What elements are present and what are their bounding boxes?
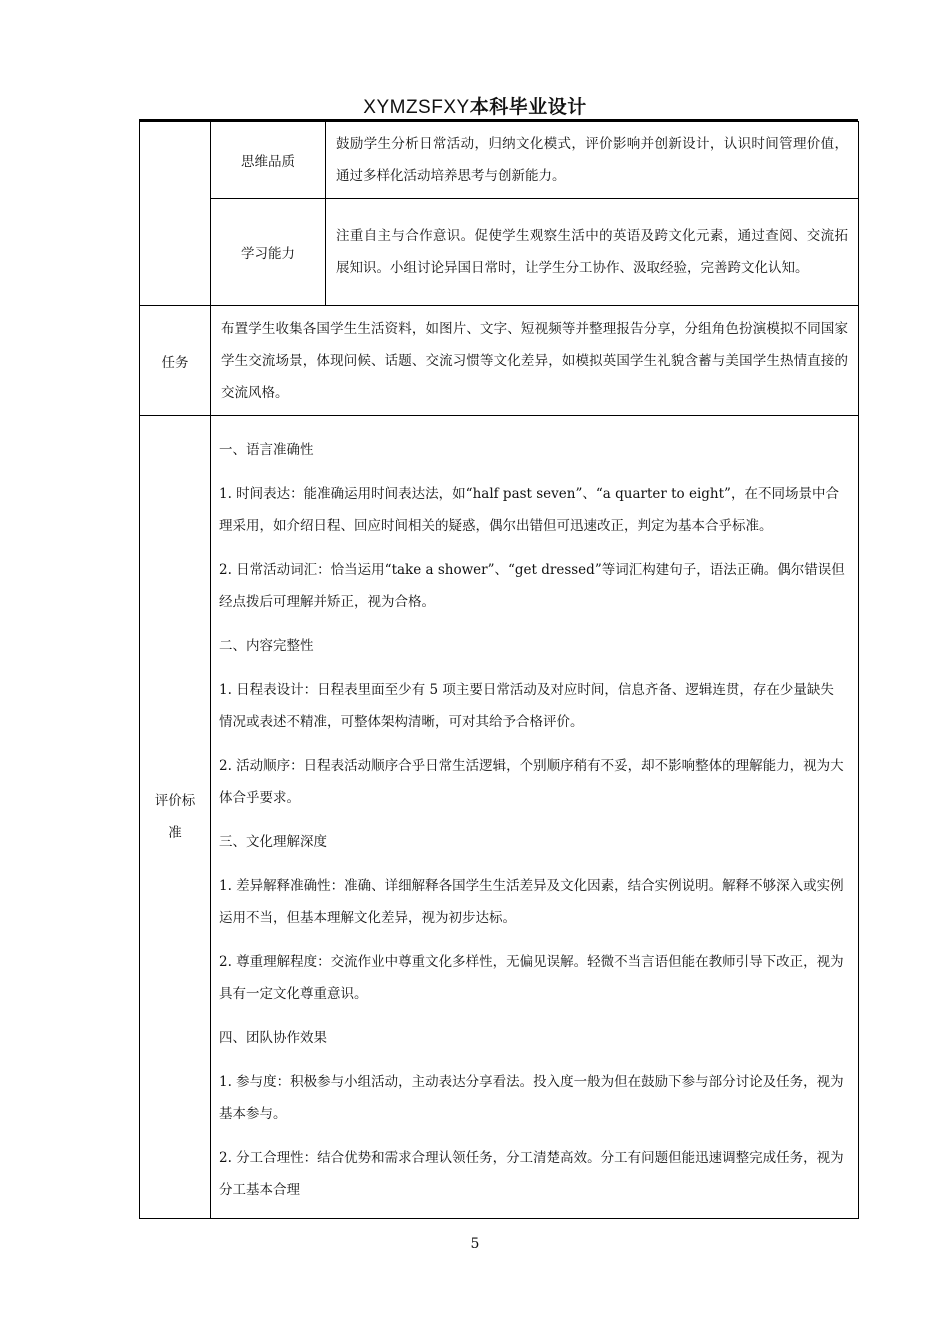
criteria-item: 2. 日常活动词汇：恰当运用“take a shower”、“get dressed”等词汇构建句子，语法正确。偶尔错误但经点拨后可理解并矫正，视为合格。 — [219, 562, 845, 610]
table-row-learning — [140, 199, 859, 306]
criteria-item: 1. 参与度：积极参与小组活动，主动表达分享看法。投入度一般为但在鼓励下参与部分讨论及任务，视为基本参与。 — [219, 1074, 844, 1122]
criteria-item: 2. 尊重理解程度：交流作业中尊重文化多样性，无偏见误解。轻微不当言语但能在教师引导下改正，视为具有一定文化尊重意识。 — [219, 954, 844, 1002]
thinking-label: 思维品质 — [211, 122, 326, 199]
table-row-criteria — [140, 416, 859, 1219]
learning-text: 注重自主与合作意识。促使学生观察生活中的英语及跨文化元素，通过查阅、交流拓展知识。小组讨论异国日常时，让学生分工协作、汲取经验，完善跨文化认知。 — [336, 228, 848, 276]
section-heading: 四、团队协作效果 — [219, 1030, 327, 1046]
section-heading: 二、内容完整性 — [219, 638, 314, 654]
task-text: 布置学生收集各国学生生活资料，如图片、文字、短视频等并整理报告分享，分组角色扮演模拟不同国家学生交流场景，体现问候、话题、交流习惯等文化差异，如模拟英国学生礼貌含蓄与美国学生热情直接的交流风格。 — [221, 320, 848, 401]
page-number: 5 — [470, 1236, 480, 1252]
criteria-item: 2. 活动顺序：日程表活动顺序合乎日常生活逻辑，个别顺序稍有不妥，却不影响整体的理解能力，视为大体合乎要求。 — [219, 758, 844, 806]
criteria-label-line2: 准 — [168, 825, 182, 841]
criteria-item: 1. 差异解释准确性：准确、详细解释各国学生生活差异及文化因素，结合实例说明。解释不够深入或实例运用不当，但基本理解文化差异，视为初步达标。 — [219, 878, 844, 926]
learning-label: 学习能力 — [211, 199, 326, 306]
criteria-label — [140, 416, 211, 1219]
task-cell — [211, 306, 859, 416]
section-heading: 三、文化理解深度 — [219, 834, 327, 850]
task-label: 任务 — [140, 306, 211, 416]
header-code: XYMZSFXY — [363, 97, 470, 118]
empty-group-cell — [140, 122, 211, 306]
criteria-item: 2. 分工合理性：结合优势和需求合理认领任务，分工清楚高效。分工有问题但能迅速调整完成任务，视为分工基本合理 — [219, 1150, 844, 1198]
thinking-cell — [326, 122, 859, 199]
section-heading: 一、语言准确性 — [219, 442, 314, 458]
criteria-label-line1: 评价标 — [154, 793, 196, 809]
criteria-item: 1. 日程表设计：日程表里面至少有 5 项主要日常活动及对应时间，信息齐备、逻辑连贯，存在少量缺失情况或表述不精准，可整体架构清晰，可对其给予合格评价。 — [219, 682, 834, 730]
thinking-text: 鼓励学生分析日常活动，归纳文化模式，评价影响并创新设计，认识时间管理价值，通过多样化活动培养思考与创新能力。 — [336, 136, 848, 184]
evaluation-table — [139, 121, 859, 1219]
page-header — [0, 92, 950, 119]
table-row-thinking — [140, 122, 859, 199]
table-row-task — [140, 306, 859, 416]
header-title: 本科毕业设计 — [469, 96, 587, 118]
criteria-cell — [211, 416, 859, 1219]
learning-cell — [326, 199, 859, 306]
criteria-item: 1. 时间表达：能准确运用时间表达法，如“half past seven”、“a quarter to eight”，在不同场景中合理采用，如介绍日程、回应时间相关的疑惑，偶尔出错但可迅速改正，判定为基本合乎标准。 — [219, 486, 839, 534]
